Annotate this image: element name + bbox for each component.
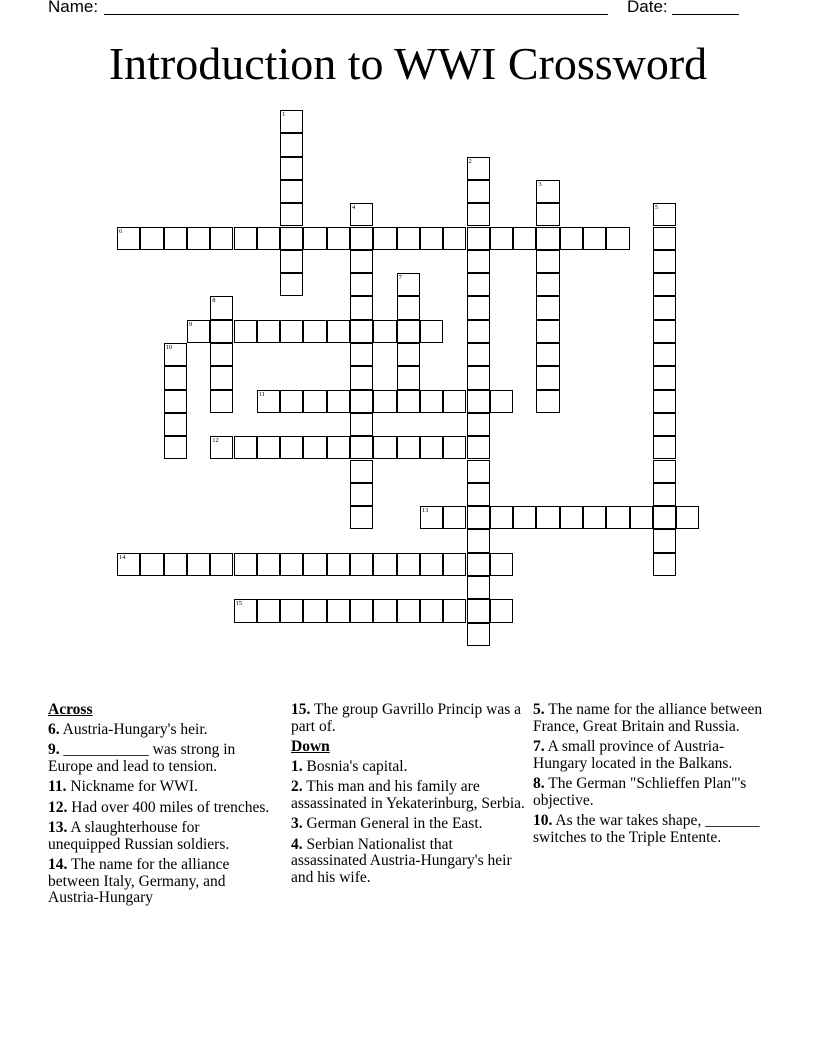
crossword-cell[interactable] — [117, 227, 140, 250]
crossword-cell[interactable] — [583, 227, 606, 250]
crossword-cell[interactable] — [210, 436, 233, 459]
crossword-cell[interactable] — [210, 343, 233, 366]
crossword-cell[interactable] — [350, 390, 373, 413]
crossword-cell[interactable] — [467, 576, 490, 599]
clue-across-13 — [48, 820, 274, 853]
crossword-cell[interactable] — [397, 343, 420, 366]
crossword-cell[interactable] — [490, 553, 513, 576]
crossword-cell[interactable] — [653, 250, 676, 273]
clue-text: The German "Schlieffen Plan"'s objective. — [533, 775, 747, 809]
crossword-cell[interactable] — [630, 506, 653, 529]
crossword-cell[interactable] — [327, 390, 350, 413]
crossword-cell[interactable] — [467, 413, 490, 436]
crossword-cell[interactable] — [467, 180, 490, 203]
clue-number: 7. — [533, 738, 545, 755]
crossword-cell[interactable] — [536, 250, 559, 273]
crossword-cell[interactable] — [420, 320, 443, 343]
cell-number: 4 — [352, 204, 356, 212]
crossword-cell[interactable] — [350, 553, 373, 576]
crossword-cell[interactable] — [303, 390, 326, 413]
crossword-cell[interactable] — [490, 599, 513, 622]
crossword-cell[interactable] — [536, 506, 559, 529]
crossword-cell[interactable] — [350, 436, 373, 459]
crossword-cell[interactable] — [210, 390, 233, 413]
crossword-cell[interactable] — [234, 436, 257, 459]
clue-text: Serbian Nationalist that assassinated Austria-Hungary's heir and his wife. — [291, 835, 512, 886]
crossword-cell[interactable] — [536, 343, 559, 366]
crossword-cell[interactable] — [560, 227, 583, 250]
crossword-cell[interactable] — [350, 506, 373, 529]
crossword-cell[interactable] — [327, 436, 350, 459]
crossword-cell[interactable] — [536, 390, 559, 413]
name-label: Name: — [48, 0, 99, 16]
clue-number: 4. — [291, 835, 303, 853]
crossword-cell[interactable] — [397, 227, 420, 250]
clue-across-6 — [48, 722, 274, 739]
clue-down-10 — [533, 813, 769, 846]
crossword-cell[interactable] — [303, 553, 326, 576]
crossword-cell[interactable] — [513, 227, 536, 250]
clue-text: This man and his family are assassinated in Yekaterinburg, Serbia. — [291, 778, 525, 812]
crossword-cell[interactable] — [234, 599, 257, 622]
clue-text: Austria-Hungary's heir. — [62, 720, 208, 738]
crossword-cell[interactable] — [676, 506, 699, 529]
crossword-cell[interactable] — [280, 599, 303, 622]
cell-number: 14 — [119, 553, 126, 561]
crossword-cell[interactable] — [164, 553, 187, 576]
clue-text: As the war takes shape, _______ switches to the Triple Entente. — [533, 812, 760, 846]
clue-text: Had over 400 miles of trenches. — [71, 798, 270, 816]
crossword-cell[interactable] — [373, 553, 396, 576]
crossword-cell[interactable] — [280, 273, 303, 296]
clue-number: 13. — [48, 819, 68, 836]
crossword-cell[interactable] — [536, 203, 559, 226]
crossword-cell[interactable] — [210, 296, 233, 319]
clue-down-1 — [291, 759, 525, 776]
crossword-cell[interactable] — [536, 273, 559, 296]
crossword-cell[interactable] — [467, 366, 490, 389]
cell-number: 10 — [165, 344, 173, 351]
crossword-cell[interactable] — [653, 483, 676, 506]
cell-number: 13 — [421, 507, 429, 515]
crossword-cell[interactable] — [280, 227, 303, 250]
crossword-cell[interactable] — [350, 296, 373, 319]
crossword-cell[interactable] — [420, 436, 443, 459]
crossword-cell[interactable] — [443, 390, 466, 413]
crossword-cell[interactable] — [257, 553, 280, 576]
crossword-cell[interactable] — [373, 390, 396, 413]
crossword-cell[interactable] — [187, 227, 210, 250]
clues-column-2 — [291, 702, 525, 890]
crossword-cell[interactable] — [397, 390, 420, 413]
crossword-cell[interactable] — [467, 320, 490, 343]
crossword-cell[interactable] — [164, 436, 187, 459]
clue-down-3 — [291, 816, 525, 833]
crossword-cell[interactable] — [210, 553, 233, 576]
crossword-cell[interactable] — [467, 296, 490, 319]
crossword-cell[interactable] — [280, 250, 303, 273]
crossword-cell[interactable] — [467, 460, 490, 483]
crossword-cell[interactable] — [653, 296, 676, 319]
crossword-cell[interactable] — [397, 553, 420, 576]
crossword-cell[interactable] — [443, 553, 466, 576]
crossword-cell[interactable] — [490, 390, 513, 413]
clues-column-1 — [48, 702, 274, 911]
crossword-cell[interactable] — [350, 366, 373, 389]
crossword-cell[interactable] — [467, 436, 490, 459]
crossword-cell[interactable] — [397, 599, 420, 622]
crossword-cell[interactable] — [350, 273, 373, 296]
crossword-cell[interactable] — [350, 227, 373, 250]
cell-number: 7 — [398, 274, 402, 282]
crossword-cell[interactable] — [420, 553, 443, 576]
crossword-cell[interactable] — [653, 343, 676, 366]
clue-number: 1. — [291, 757, 303, 775]
crossword-cell[interactable] — [350, 460, 373, 483]
crossword-cell[interactable] — [467, 390, 490, 413]
clue-down-5 — [533, 702, 769, 735]
crossword-cell[interactable] — [653, 460, 676, 483]
cell-number: 1 — [282, 111, 286, 118]
crossword-cell[interactable] — [397, 296, 420, 319]
cell-number: 12 — [212, 437, 219, 445]
crossword-cell[interactable] — [257, 390, 280, 413]
crossword-cell[interactable] — [280, 133, 303, 156]
crossword-cell[interactable] — [303, 227, 326, 250]
crossword-cell[interactable] — [280, 203, 303, 226]
crossword-cell[interactable] — [280, 180, 303, 203]
crossword-cell[interactable] — [210, 366, 233, 389]
cell-number: 5 — [654, 204, 659, 212]
crossword-cell[interactable] — [653, 553, 676, 576]
crossword-cell[interactable] — [536, 320, 559, 343]
crossword-cell[interactable] — [467, 599, 490, 622]
clue-number: 5. — [533, 701, 545, 718]
crossword-cell[interactable] — [373, 227, 396, 250]
clue-text: Nickname for WWI. — [70, 778, 198, 795]
crossword-cell[interactable] — [164, 227, 187, 250]
crossword-cell[interactable] — [280, 553, 303, 576]
crossword-cell[interactable] — [467, 483, 490, 506]
crossword-cell[interactable] — [350, 250, 373, 273]
crossword-cell[interactable] — [327, 320, 350, 343]
crossword-cell[interactable] — [397, 273, 420, 296]
crossword-cell[interactable] — [164, 413, 187, 436]
crossword-cell[interactable] — [303, 320, 326, 343]
crossword-cell[interactable] — [653, 506, 676, 529]
crossword-cell[interactable] — [257, 320, 280, 343]
crossword-cell[interactable] — [140, 553, 163, 576]
clue-number: 6. — [48, 720, 60, 738]
date-label: Date: — [627, 0, 668, 16]
cell-number: 6 — [119, 227, 123, 235]
clue-number: 9. — [48, 741, 60, 758]
crossword-cell[interactable] — [280, 390, 303, 413]
crossword-cell[interactable] — [606, 227, 629, 250]
crossword-cell[interactable] — [443, 227, 466, 250]
crossword-cell[interactable] — [560, 506, 583, 529]
crossword-cell[interactable] — [350, 599, 373, 622]
clue-down-8 — [533, 776, 769, 809]
clue-across-9 — [48, 742, 274, 775]
crossword-cell[interactable] — [467, 250, 490, 273]
crossword-cell[interactable] — [467, 157, 490, 180]
crossword-cell[interactable] — [467, 623, 490, 646]
crossword-cell[interactable] — [653, 273, 676, 296]
crossword-cell[interactable] — [397, 320, 420, 343]
clue-text: German General in the East. — [306, 815, 483, 832]
crossword-cell[interactable] — [187, 320, 210, 343]
crossword-cell[interactable] — [467, 273, 490, 296]
crossword-cell[interactable] — [420, 506, 443, 529]
crossword-cell[interactable] — [257, 227, 280, 250]
across-heading: Across — [48, 701, 93, 718]
crossword-cell[interactable] — [280, 157, 303, 180]
crossword-cell[interactable] — [373, 320, 396, 343]
crossword-cell[interactable] — [467, 343, 490, 366]
crossword-cell[interactable] — [397, 436, 420, 459]
cell-number: 15 — [235, 600, 242, 608]
clue-text: The name for the alliance between France, Great Britain and Russia. — [533, 701, 763, 735]
crossword-cell[interactable] — [653, 320, 676, 343]
clue-number: 14. — [48, 856, 68, 873]
crossword-cell[interactable] — [210, 227, 233, 250]
crossword-cell[interactable] — [420, 599, 443, 622]
clue-number: 10. — [533, 812, 553, 829]
crossword-cell[interactable] — [397, 366, 420, 389]
crossword-cell[interactable] — [373, 599, 396, 622]
crossword-cell[interactable] — [467, 506, 490, 529]
crossword-cell[interactable] — [467, 553, 490, 576]
crossword-cell[interactable] — [280, 436, 303, 459]
crossword-cell[interactable] — [303, 436, 326, 459]
clue-number: 12. — [48, 798, 68, 816]
crossword-cell[interactable] — [210, 320, 233, 343]
crossword-cell[interactable] — [583, 506, 606, 529]
crossword-cell[interactable] — [536, 227, 559, 250]
clue-across-15 — [291, 702, 525, 735]
clue-text: Bosnia's capital. — [306, 757, 408, 775]
crossword-cell[interactable] — [536, 296, 559, 319]
crossword-cell[interactable] — [257, 599, 280, 622]
cell-number: 3 — [538, 180, 542, 188]
crossword-cell[interactable] — [257, 436, 280, 459]
crossword-cell[interactable] — [536, 366, 559, 389]
cell-number: 2 — [468, 157, 472, 165]
clue-text: ___________ was strong in Europe and lead to tension. — [48, 741, 236, 775]
clue-number: 3. — [291, 815, 303, 832]
crossword-cell[interactable] — [653, 413, 676, 436]
cell-number: 11 — [258, 390, 266, 398]
clue-across-14 — [48, 857, 274, 907]
clue-across-11 — [48, 779, 274, 796]
crossword-cell[interactable] — [164, 343, 187, 366]
crossword-cell[interactable] — [327, 553, 350, 576]
crossword-cell[interactable] — [443, 599, 466, 622]
crossword-cell[interactable] — [187, 553, 210, 576]
down-heading: Down — [291, 738, 330, 755]
crossword-cell[interactable] — [536, 180, 559, 203]
crossword-cell[interactable] — [653, 366, 676, 389]
clue-number: 2. — [291, 778, 303, 795]
crossword-cell[interactable] — [467, 203, 490, 226]
crossword-cell[interactable] — [164, 366, 187, 389]
crossword-cell[interactable] — [117, 553, 140, 576]
crossword-cell[interactable] — [420, 390, 443, 413]
crossword-cell[interactable] — [234, 553, 257, 576]
crossword-cell[interactable] — [327, 599, 350, 622]
clue-down-2 — [291, 779, 525, 812]
crossword-cell[interactable] — [443, 436, 466, 459]
crossword-cell[interactable] — [350, 483, 373, 506]
crossword-cell[interactable] — [350, 413, 373, 436]
page-title: Introduction to WWI Crossword — [108, 38, 708, 89]
clue-number: 15. — [291, 701, 311, 718]
crossword-cell[interactable] — [350, 203, 373, 226]
crossword-cell[interactable] — [280, 110, 303, 133]
clue-text: A slaughterhouse for unequipped Russian soldiers. — [48, 819, 230, 853]
crossword-cell[interactable] — [653, 203, 676, 226]
crossword-cell[interactable] — [234, 320, 257, 343]
crossword-cell[interactable] — [653, 529, 676, 552]
crossword-cell[interactable] — [350, 343, 373, 366]
clue-number: 11. — [48, 778, 67, 795]
clue-down-7 — [533, 739, 769, 772]
crossword-cell[interactable] — [234, 227, 257, 250]
clue-text: The name for the alliance between Italy, Germany, and Austria-Hungary — [48, 856, 230, 906]
crossword-cell[interactable] — [606, 506, 629, 529]
clue-down-4 — [291, 837, 525, 887]
clue-across-12 — [48, 800, 274, 817]
clue-number: 8. — [533, 775, 545, 792]
crossword-cell[interactable] — [653, 227, 676, 250]
crossword-cell[interactable] — [653, 390, 676, 413]
crossword-cell[interactable] — [164, 390, 187, 413]
clues-column-3 — [533, 702, 769, 850]
clue-text: The group Gavrillo Princip was a part of. — [291, 701, 522, 735]
crossword-cell[interactable] — [303, 599, 326, 622]
crossword-cell[interactable] — [513, 506, 536, 529]
crossword-cell[interactable] — [467, 529, 490, 552]
crossword-cell[interactable] — [653, 436, 676, 459]
crossword-cell[interactable] — [350, 320, 373, 343]
clue-text: A small province of Austria-Hungary located in the Balkans. — [533, 738, 733, 772]
crossword-cell[interactable] — [420, 227, 443, 250]
crossword-cell[interactable] — [280, 320, 303, 343]
crossword-cell[interactable] — [327, 227, 350, 250]
crossword-cell[interactable] — [373, 436, 396, 459]
cell-number: 9 — [188, 320, 193, 328]
crossword-cell[interactable] — [490, 506, 513, 529]
crossword-cell[interactable] — [140, 227, 163, 250]
crossword-cell[interactable] — [467, 227, 490, 250]
cell-number: 8 — [212, 297, 216, 305]
crossword-cell[interactable] — [443, 506, 466, 529]
crossword-cell[interactable] — [490, 227, 513, 250]
